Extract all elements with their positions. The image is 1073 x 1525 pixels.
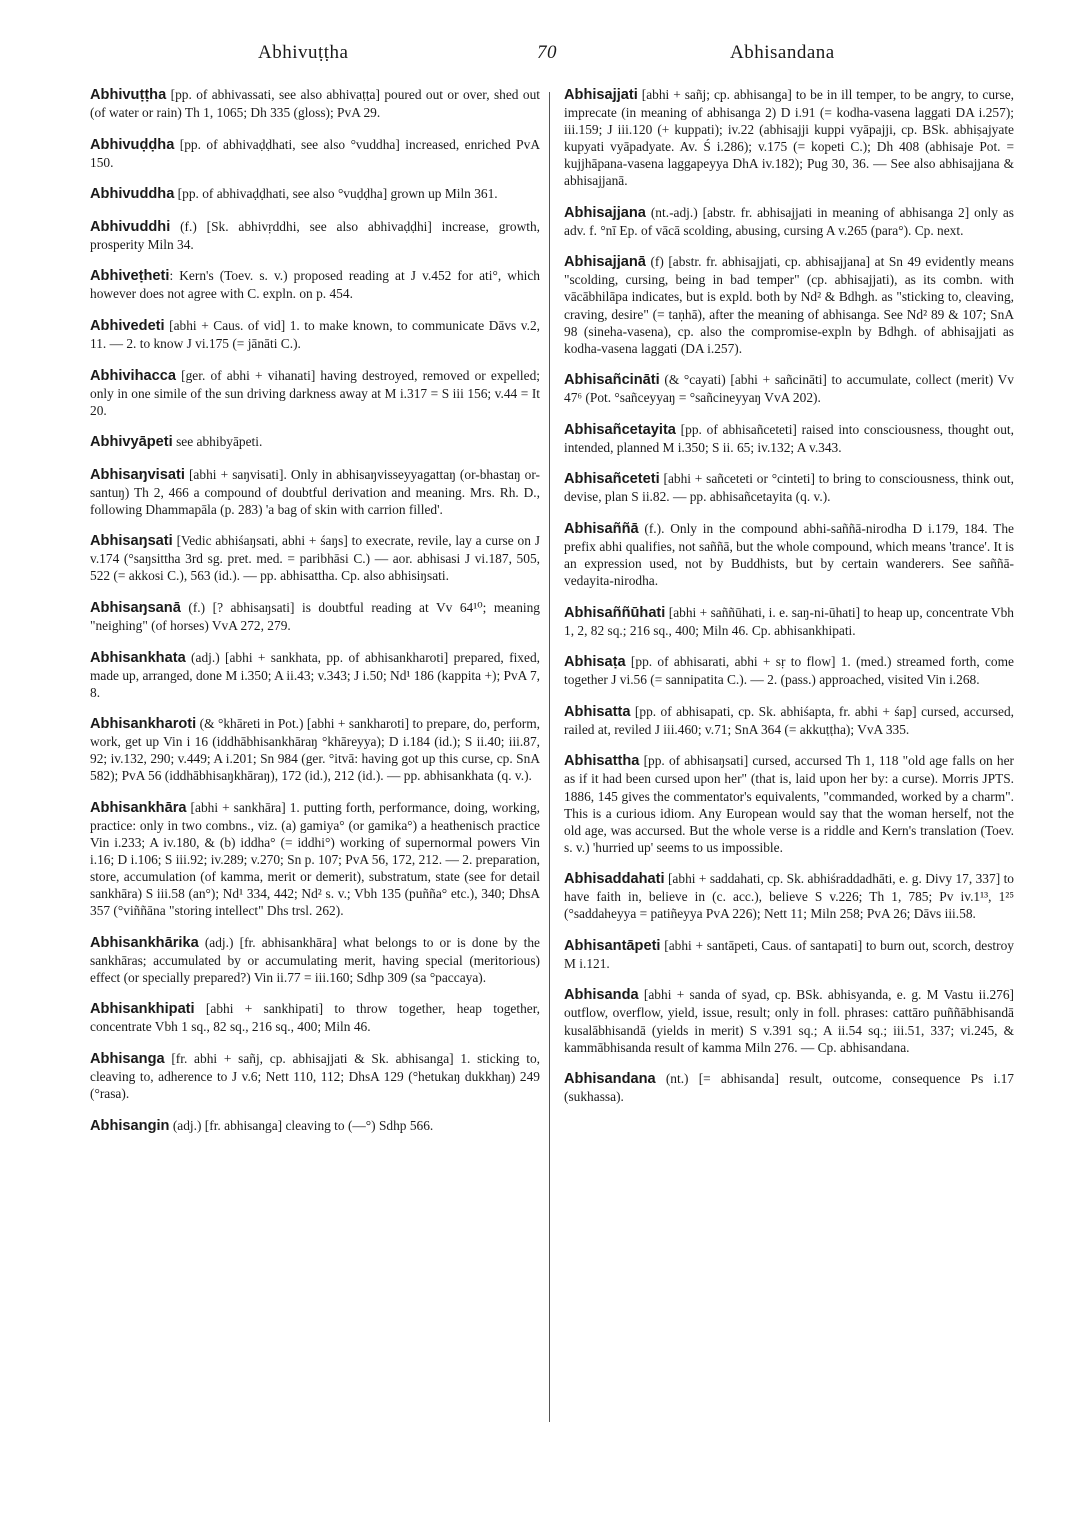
entry-body: [abhi + saddahati, cp. Sk. abhiśraddadhāti, e. g. Divy 17, 337] to have faith in, believe in (c. acc.), believe S v.226; Th 1, 785; Pv iv.1¹³, 1²⁵ (°saddaheyya = patiñeyya PvA 226); Nett 11; Miln 258; PvA 26; Dāvs iii.58.: [564, 871, 1014, 922]
entry-headword: Abhivuḍḍha: [90, 136, 175, 153]
entry-body: [abhi + saññūhati, i. e. saŋ-ni-ūhati] to heap up, concentrate Vbh 1, 2, 82 sq.; 216 sq., 400; Miln 46. Cp. abhisankhipati.: [564, 604, 1014, 638]
dictionary-entry: [564, 703, 1014, 738]
left-column: [90, 86, 540, 1149]
entry-headword: Abhisanda: [564, 987, 639, 1004]
entry-body: [abhi + santāpeti, Caus. of santapati] to burn out, scorch, destroy M i.121.: [564, 937, 1014, 971]
dictionary-entry: [564, 604, 1014, 639]
entry-body: (& °khāreti in Pot.) [abhi + sankharoti] to prepare, do, perform, work, get up Vin i 16 (iddhābhisankhāraŋ °khāreyya); D i.184 (id.); S ii.40; iii.87, 92; iv.132, 290; v.449; A i.201; Sn 984 (ger. °itvā: having got up this curse, cp. SnA 582); PvA 56 (iddhābhisaŋkhāraŋ), 172 (id.), 212 (id.). — pp. abhisankhata (q. v.).: [90, 716, 540, 784]
entry-headword: Abhivuṭṭha: [90, 87, 167, 103]
dictionary-entry: [90, 1000, 540, 1035]
page-header: [0, 42, 1073, 70]
dictionary-entry: [90, 715, 540, 784]
entry-body: [pp. of abhisañceteti] raised into consciousness, thought out, intended, planned M i.350; S ii. 65; iv.132; A v.343.: [564, 421, 1014, 455]
dictionary-entry: [564, 752, 1014, 855]
entry-headword: Abhisantāpeti: [564, 937, 661, 954]
entry-body: [abhi + sanda of syad, cp. BSk. abhisyanda, e. g. M Vastu ii.276] outflow, overflow, yield, issue, result; only in foll. phrases: cattāro puññābhisandā kusalābhisandā (yields in merit) S v.391 sq.; A ii.54 sq.; iii.51, 337; vi.245, & kammābhisanda result of kamma Miln 276. — Cp. abhisandana.: [564, 987, 1014, 1055]
dictionary-entry: [90, 267, 540, 302]
entry-headword: Abhisatta: [564, 703, 631, 720]
dictionary-entry: [90, 934, 540, 986]
dictionary-entry: [90, 799, 540, 919]
dictionary-entry: [564, 421, 1014, 456]
entry-body: [fr. abhi + sañj, cp. abhisajjati & Sk. abhisanga] 1. sticking to, cleaving to, adherence to J v.6; Nett 110, 112; DhsA 129 (°hetukaŋ dukkhaŋ) 249 (°rasa).: [90, 1050, 540, 1102]
entry-headword: Abhivuddha: [90, 186, 175, 203]
entry-body: (adj.) [abhi + sankhata, pp. of abhisankharoti] prepared, fixed, made up, arranged, done M i.350; A ii.43; v.343; J i.50; Nd¹ 186 (kappita +); PvA 7, 8.: [90, 649, 540, 700]
dictionary-entry: [564, 1070, 1014, 1105]
entry-headword: Abhisanga: [90, 1050, 165, 1067]
running-head-right: Abhisandana: [730, 42, 835, 63]
entry-headword: Abhisaññūhati: [564, 604, 666, 621]
entry-body: [abhi + sankhipati] to throw together, heap together, concentrate Vbh 1 sq., 82 sq., 216 sq., 400; Miln 46.: [90, 1001, 540, 1035]
entry-headword: Abhisankhata: [90, 649, 186, 666]
entry-headword: Abhisankhipati: [90, 1001, 195, 1018]
dictionary-entry: [564, 253, 1014, 356]
running-head-left: Abhivuṭṭha: [258, 42, 349, 63]
dictionary-entry: [90, 185, 540, 203]
entry-headword: Abhisaŋvisati: [90, 466, 185, 483]
dictionary-entry: [90, 599, 540, 634]
page-number: 70: [537, 42, 557, 63]
entry-body: [pp. of abhisaŋsati] cursed, accursed Th 1, 118 "old age falls on her as if it had been cursed upon her" (that is, laid upon her by: a curse). Morris JPTS. 1886, 145 gives the commentator's equivalents, "commanded, worked by a charm". This is a curious idiom. Any European would say that the woman herself, not the old age, was accursed. But the whole verse is a riddle and Kern's translation (Toev. s. v.) 'hurried up' seems to us impossible.: [564, 753, 1014, 855]
entry-body: (f) [abstr. fr. abhisajjati, cp. abhisajjana] at Sn 49 evidently means "scolding, cursing, being in bad temper" (cp. abhisajjati), as its combn. with vācābhilāpa indicates, but is expld. both by Nd² & Bdhgh. as "sticking to, cleaving, craving, desire" (= taṇhā), after the meaning of abhisanga. See Nd² 89 & 107; SnA 98 (sineha-vasena), cp. also the compromise-expln by Bdhgh. of abhisajjati as kodha-vasena laggati (DA i.257).: [564, 254, 1014, 356]
dictionary-entry: [90, 136, 540, 171]
dictionary-entry: [564, 986, 1014, 1055]
entry-body: [pp. of abhisapati, cp. Sk. abhiśapta, fr. abhi + śap] cursed, accursed, railed at, reviled J iii.460; v.71; SnA 364 (= akkuṭṭha); VvA 335.: [564, 703, 1014, 737]
entry-headword: Abhivuddhi: [90, 218, 171, 235]
entry-headword: Abhivedeti: [90, 317, 165, 334]
entry-body: (& °cayati) [abhi + sañcināti] to accumulate, collect (merit) Vv 47⁶ (Pot. °sañceyyaŋ = °sañcineyyaŋ VvA 202).: [564, 372, 1014, 406]
entry-body: [pp. of abhivaḍḍhati, see also °vuḍḍha] grown up Miln 361.: [174, 186, 498, 202]
entry-headword: Abhisajjanā: [564, 254, 646, 271]
entry-body: : Kern's (Toev. s. v.) proposed reading at J v.452 for ati°, which however does not agree with C. expln. on p. 454.: [90, 268, 540, 302]
dictionary-entry: [90, 367, 540, 419]
dictionary-entry: [564, 204, 1014, 239]
dictionary-entry: [564, 371, 1014, 406]
dictionary-entry: [564, 470, 1014, 505]
dictionary-entry: [90, 86, 540, 121]
entry-headword: Abhisajjati: [564, 87, 638, 103]
dictionary-entry: [90, 317, 540, 352]
entry-headword: Abhivyāpeti: [90, 434, 173, 451]
column-divider: [549, 92, 550, 1422]
dictionary-entry: [90, 1050, 540, 1102]
dictionary-entry: [90, 466, 540, 518]
entry-headword: Abhisandana: [564, 1071, 656, 1088]
entry-headword: Abhisankharoti: [90, 716, 197, 733]
entry-headword: Abhisaŋsati: [90, 533, 173, 550]
entry-body: [ger. of abhi + vihanati] having destroyed, removed or expelled; only in one simile of the sun driving darkness away at M i.317 = S iii 156; v.44 = It 20.: [90, 367, 540, 418]
dictionary-entry: [564, 937, 1014, 972]
entry-body: (nt.) [= abhisanda] result, outcome, consequence Ps i.17 (sukhassa).: [564, 1071, 1014, 1105]
entry-body: (nt.-adj.) [abstr. fr. abhisajjati in meaning of abhisanga 2] only as adv. f. °nī Ep. of vācā scolding, abusing, cursing A v.265 (para°). Cp. next.: [564, 204, 1014, 238]
dictionary-entry: [90, 218, 540, 253]
entry-body: [abhi + saŋvisati]. Only in abhisaŋvisseyyagattaŋ (or-bhastaŋ or-santuŋ) Th 2, 466 a compound of doubtful derivation and meaning. Mrs. Rh. D., following Dhammapāla (p. 283) 'a bag of skin with carrion filled'.: [90, 466, 540, 517]
entry-headword: Abhisankhāra: [90, 799, 187, 816]
dictionary-entry: [90, 433, 540, 451]
entry-headword: Abhisaddahati: [564, 871, 665, 888]
entry-body: [abhi + sañj; cp. abhisanga] to be in ill temper, to be angry, to curse, imprecate (in meaning of abhisanga 2) D i.91 (= kodha-vasena laggati DA i.257); iii.159; J iii.120 (+ kuppati); iv.22 (abhisajji kuppi vyāpajji, cp. BSk. abhiṣajyate kupyati vyāpadyate. Av. Ś i.286); v.175 (= kopeti C.); Dh 408 (abhisaje Pot. = kujjhāpana-vasena laggapeyya DhA iv.182); Pug 30, 36. — See also abhisajjana & abhisajjanā.: [564, 87, 1014, 189]
entry-body: (f.) [? abhisaŋsati] is doubtful reading at Vv 64¹⁰; meaning "neighing" (of horses) VvA 272, 279.: [90, 599, 540, 634]
entry-headword: Abhisankhārika: [90, 934, 199, 951]
entry-body: (f.). Only in the compound abhi-saññā-nirodha D i.179, 184. The prefix abhi qualifies, not saññā, but the whole compound, which means 'trance'. It is an expression used, not by Buddhists, but by certain wanderers. See saññā-vedayita-nirodha.: [564, 520, 1014, 589]
entry-headword: Abhisangin: [90, 1117, 170, 1134]
entry-body: (f.) [Sk. abhivṛddhi, see also abhivaḍḍhi] increase, growth, prosperity Miln 34.: [90, 218, 540, 252]
entry-body: [Vedic abhiśaŋsati, abhi + śaŋs] to execrate, revile, lay a curse on J v.174 (°saŋsittha 3rd sg. pret. med. = paribhāsi C.) — aor. abhisasi J vi.187, 505, 522 (= akkosi C.), 563 (id.). — pp. abhisattha. Cp. also abhisiŋsati.: [90, 533, 540, 584]
entry-headword: Abhisañceteti: [564, 471, 660, 488]
entry-body: [abhi + Caus. of vid] 1. to make known, to communicate Dāvs v.2, 11. — 2. to know J vi.175 (= jānāti C.).: [90, 317, 540, 351]
entry-headword: Abhisaññā: [564, 520, 639, 537]
dictionary-entry: [90, 532, 540, 584]
entry-headword: Abhisattha: [564, 753, 640, 770]
entry-body: [abhi + sankhāra] 1. putting forth, performance, doing, working, practice: only in two combns., viz. (a) gamiya° (or gamika°) a heathenisch practice Vin i.233; A iv.180, & (b) iddha° (= iddhi°) working of supernormal powers Vin i.16; D i.106; S iii.92; iv.289; v.270; Sn p. 107; PvA 56, 172, 212. — 2. preparation, store, accumulation (of kamma, merit or demerit), substratum, state (see for detail sankhāra) S iii.58 (an°); Nd¹ 334, 442; Nd² s. v.; Vbh 135 (puñña° etc.), 340; DhsA 357 (°viññāna "storing intellect" Dhs trsl. 262).: [90, 799, 540, 919]
entry-headword: Abhiveṭheti: [90, 268, 170, 285]
dictionary-entry: [564, 520, 1014, 589]
entry-body: [pp. of abhivassati, see also abhivaṭṭa] poured out or over, shed out (of water or rain) Th 1, 1065; Dh 335 (gloss); PvA 29.: [90, 87, 540, 121]
right-column: [564, 86, 1014, 1120]
entry-headword: Abhisaṭa: [564, 654, 626, 671]
dictionary-entry: [90, 649, 540, 701]
entry-body: (adj.) [fr. abhisankhāra] what belongs to or is done by the sankhāras; accumulated by or accumulating merit, having special (meritorious) effect (or specially prepared?) Vin ii.77 = iii.160; Sdhp 309 (sa °paccaya).: [90, 934, 540, 985]
entry-headword: Abhivihacca: [90, 367, 176, 384]
entry-body: [pp. of abhisarati, abhi + sṛ to flow] 1. (med.) streamed forth, come together J vi.56 (= sannipatita C.). — 2. (pass.) approached, visited Vin i.268.: [564, 654, 1014, 688]
entry-body: (adj.) [fr. abhisanga] cleaving to (—°) Sdhp 566.: [169, 1117, 434, 1133]
entry-body: [pp. of abhivaḍḍhati, see also °vuddha] increased, enriched PvA 150.: [90, 136, 540, 170]
dictionary-entry: [564, 653, 1014, 688]
dictionary-entry: [90, 1117, 540, 1135]
entry-headword: Abhisañcetayita: [564, 421, 676, 438]
entry-body: see abhibyāpeti.: [172, 434, 263, 450]
dictionary-entry: [564, 870, 1014, 922]
entry-headword: Abhisajjana: [564, 204, 646, 221]
entry-body: [abhi + sañceteti or °cinteti] to bring to consciousness, think out, devise, plan S ii.82. — pp. abhisañcetayita (q. v.).: [564, 471, 1014, 505]
entry-headword: Abhisaŋsanā: [90, 599, 181, 616]
entry-headword: Abhisañcināti: [564, 372, 660, 389]
dictionary-entry: [564, 86, 1014, 189]
